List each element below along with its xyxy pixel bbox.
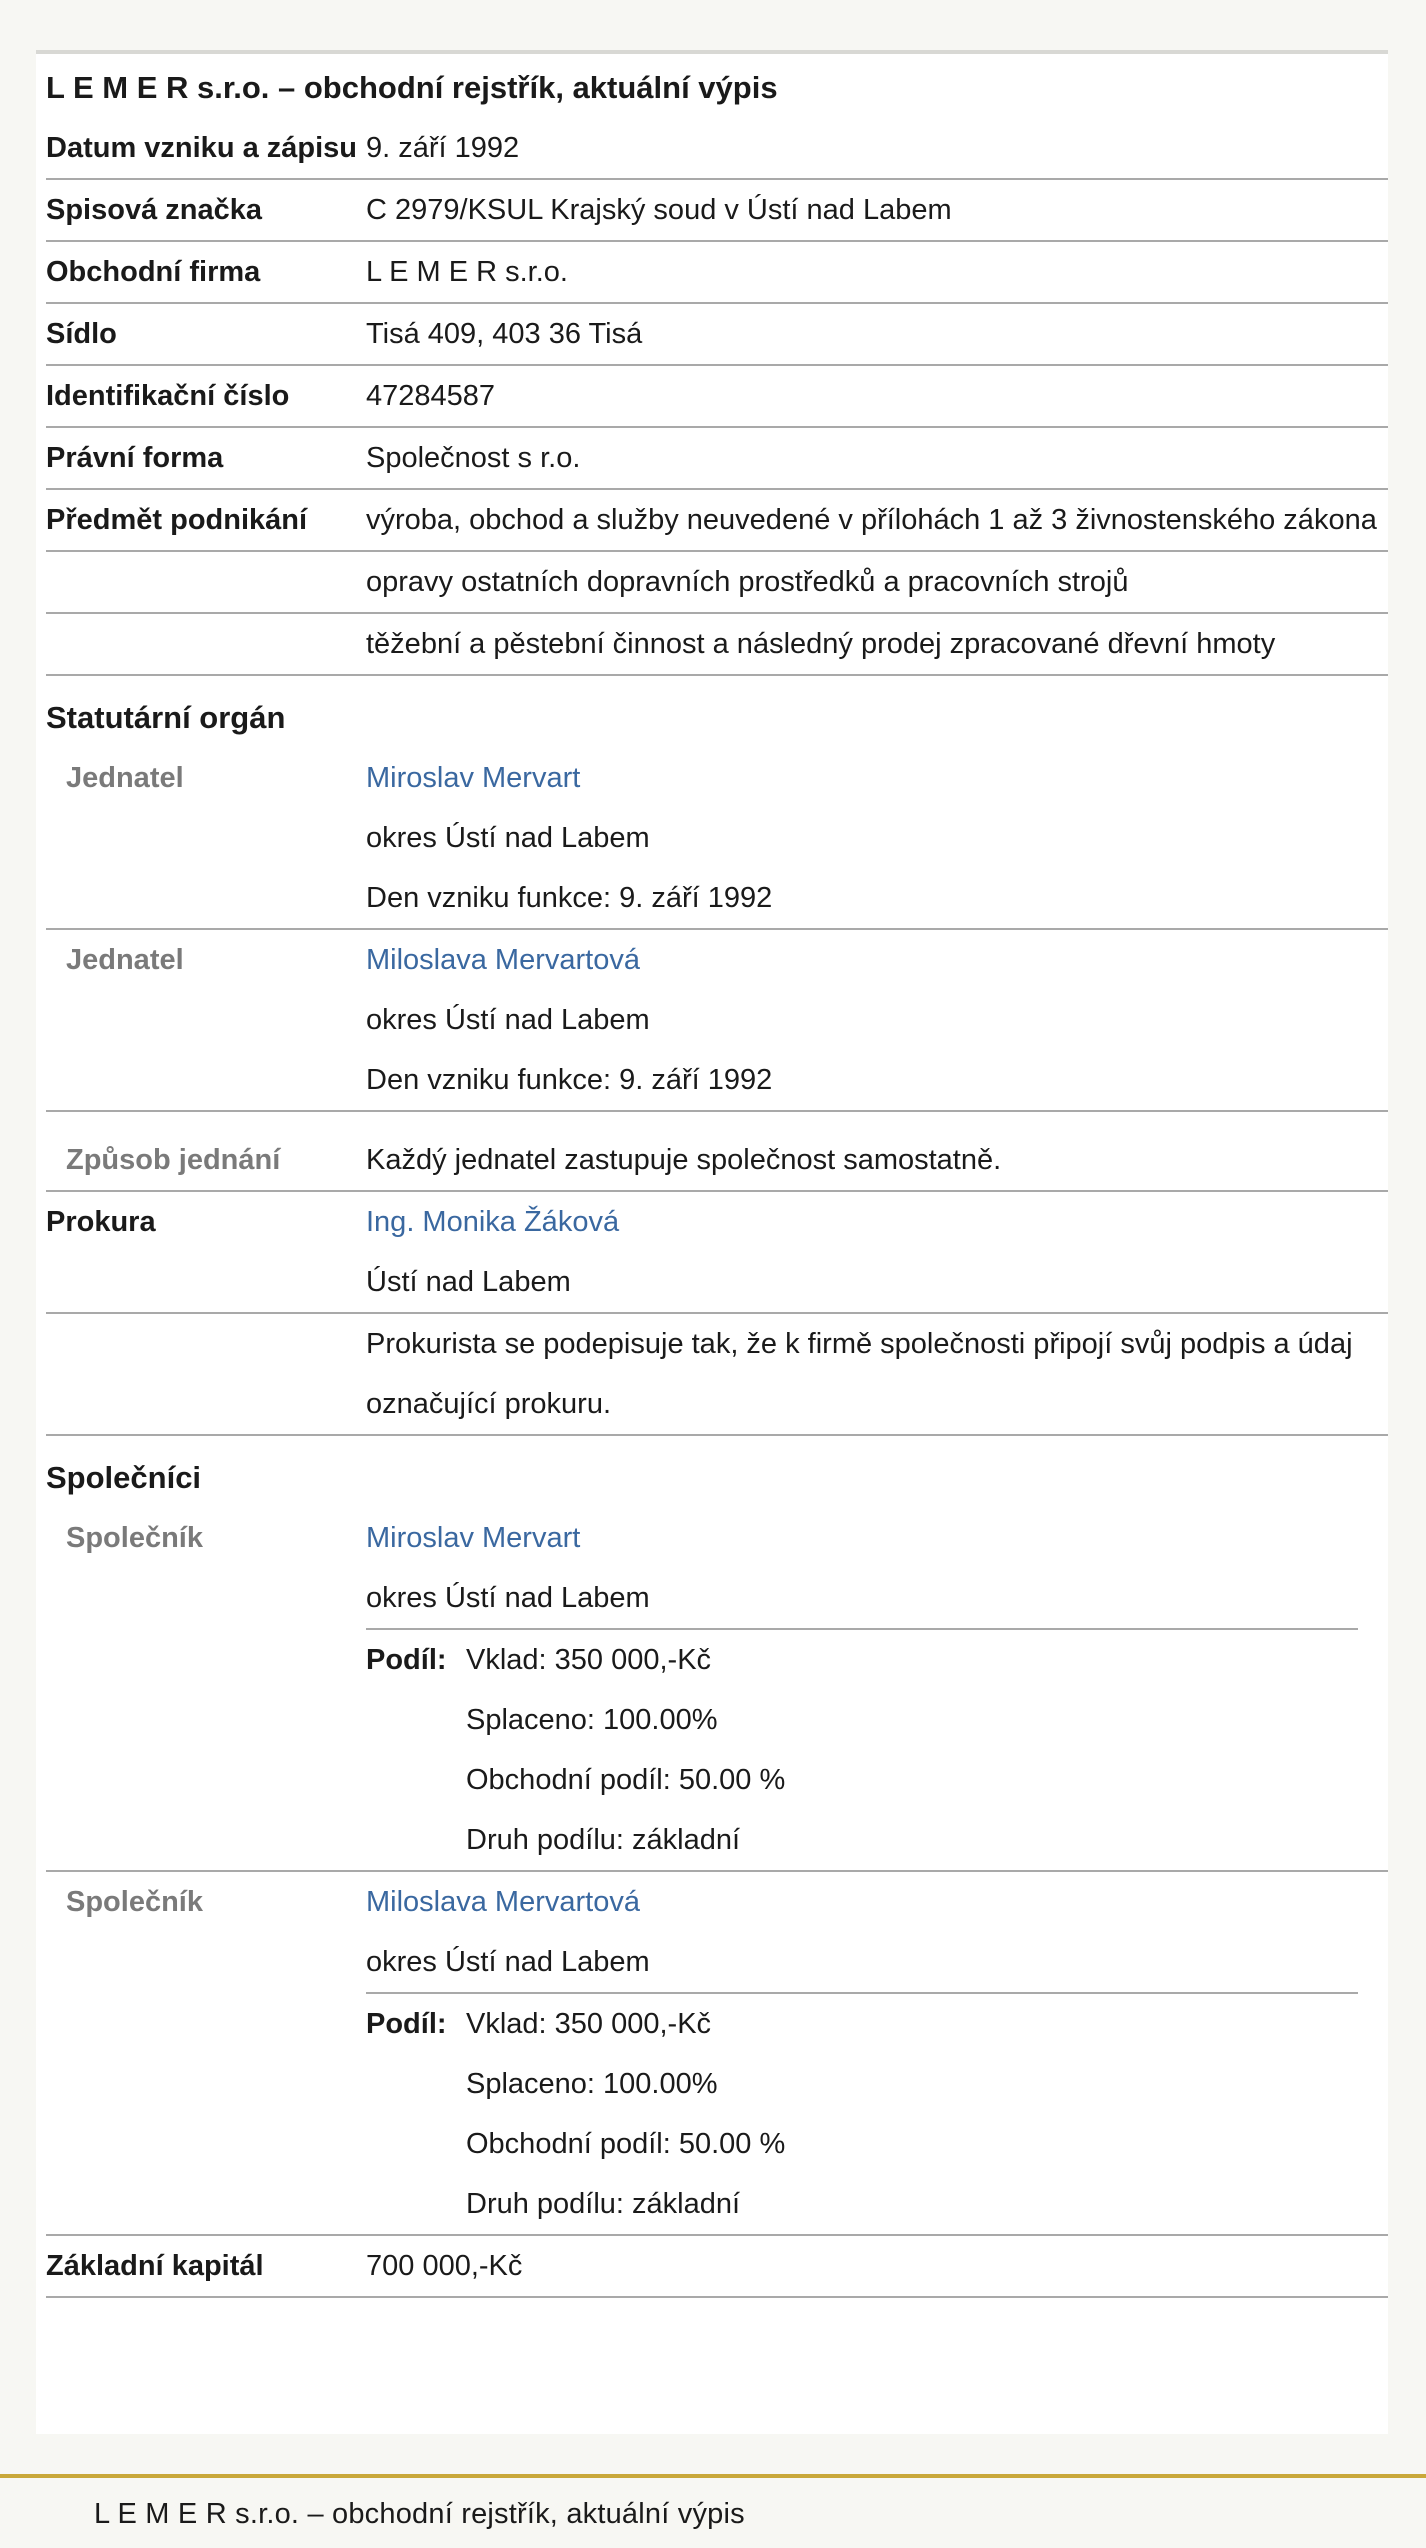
legal-form-value: Společnost s r.o.	[366, 427, 1388, 489]
member-address: okres Ústí nad Labem	[366, 1004, 650, 1036]
member-address: okres Ústí nad Labem	[366, 822, 650, 854]
file-number-label: Spisová značka	[46, 179, 366, 241]
partner-role: Společník	[46, 1871, 366, 2235]
activity-item: těžební a pěstební činnost a následný prodej zpracované dřevní hmoty	[366, 613, 1388, 675]
partner-share	[366, 1992, 1358, 2234]
row-activity-1	[46, 489, 1388, 551]
procurist-address: Ústí nad Labem	[366, 1266, 571, 1298]
row-ico	[46, 365, 1388, 427]
partner-role: Společník	[46, 1508, 366, 1871]
share-deposit: Vklad: 350 000,-Kč	[466, 1644, 712, 1676]
member-name-link[interactable]: Miroslav Mervart	[366, 762, 581, 794]
page-title: L E M E R s.r.o. – obchodní rejstřík, aktuální výpis	[46, 70, 778, 105]
firm-value: L E M E R s.r.o.	[366, 241, 1388, 303]
partner-share	[366, 1628, 1358, 1870]
register-table	[46, 118, 1388, 2298]
row-file-number	[46, 179, 1388, 241]
share-paid: Splaceno: 100.00%	[466, 2068, 718, 2100]
share-paid: Splaceno: 100.00%	[466, 1704, 718, 1736]
share-kind: Druh podílu: základní	[466, 1824, 741, 1856]
row-legal-form	[46, 427, 1388, 489]
row-capital	[46, 2235, 1388, 2297]
procura-label: Prokura	[46, 1191, 366, 1313]
member-role: Jednatel	[46, 929, 366, 1111]
activity-item: opravy ostatních dopravních prostředků a pracovních strojů	[366, 551, 1388, 613]
activity-item: výroba, obchod a služby neuvedené v přílohách 1 až 3 živnostenského zákona	[366, 489, 1388, 551]
legal-form-label: Právní forma	[46, 427, 366, 489]
member-since: Den vzniku funkce: 9. září 1992	[366, 882, 773, 914]
founded-value: 9. září 1992	[366, 118, 1388, 179]
row-activity-3	[46, 613, 1388, 675]
partner-name-link[interactable]: Miroslav Mervart	[366, 1522, 581, 1554]
partner-address: okres Ústí nad Labem	[366, 1582, 650, 1614]
ico-value: 47284587	[366, 365, 1388, 427]
statutory-member	[46, 748, 1388, 929]
row-procura-note	[46, 1313, 1388, 1435]
statutory-heading: Statutární orgán	[46, 700, 286, 735]
share-label: Podíl:	[366, 2008, 447, 2040]
capital-value: 700 000,-Kč	[366, 2235, 1388, 2297]
share-label: Podíl:	[366, 1644, 447, 1676]
share-deposit: Vklad: 350 000,-Kč	[466, 2008, 712, 2040]
partners-heading: Společníci	[46, 1460, 202, 1495]
member-since: Den vzniku funkce: 9. září 1992	[366, 1064, 773, 1096]
activity-label: Předmět podnikání	[46, 489, 366, 551]
row-procura	[46, 1191, 1388, 1313]
procura-note: Prokurista se podepisuje tak, že k firmě společnosti připojí svůj podpis a údaj označující prokuru.	[366, 1313, 1388, 1435]
page-footer: L E M E R s.r.o. – obchodní rejstřík, aktuální výpis	[94, 2498, 745, 2530]
partner-entry	[46, 1871, 1388, 2235]
row-statutory-heading	[46, 675, 1388, 748]
row-founded	[46, 118, 1388, 179]
row-activity-2	[46, 551, 1388, 613]
capital-label: Základní kapitál	[46, 2235, 366, 2297]
manner-value: Každý jednatel zastupuje společnost samostatně.	[366, 1111, 1388, 1191]
statutory-member	[46, 929, 1388, 1111]
partner-address: okres Ústí nad Labem	[366, 1946, 650, 1978]
firm-label: Obchodní firma	[46, 241, 366, 303]
manner-label: Způsob jednání	[46, 1111, 366, 1191]
register-extract-content	[46, 54, 1388, 2298]
row-partners-heading	[46, 1435, 1388, 1508]
footer-rule	[0, 2474, 1426, 2478]
share-percentage: Obchodní podíl: 50.00 %	[466, 1764, 786, 1796]
partner-name-link[interactable]: Miloslava Mervartová	[366, 1886, 640, 1918]
share-kind: Druh podílu: základní	[466, 2188, 741, 2220]
register-extract-page	[36, 50, 1388, 2434]
partner-entry	[46, 1508, 1388, 1871]
row-seat	[46, 303, 1388, 365]
row-firm	[46, 241, 1388, 303]
ico-label: Identifikační číslo	[46, 365, 366, 427]
member-role: Jednatel	[46, 748, 366, 929]
file-number-value: C 2979/KSUL Krajský soud v Ústí nad Labem	[366, 179, 1388, 241]
row-manner	[46, 1111, 1388, 1191]
seat-label: Sídlo	[46, 303, 366, 365]
procurist-name-link[interactable]: Ing. Monika Žáková	[366, 1206, 620, 1238]
founded-label: Datum vzniku a zápisu	[46, 118, 366, 179]
share-percentage: Obchodní podíl: 50.00 %	[466, 2128, 786, 2160]
seat-value: Tisá 409, 403 36 Tisá	[366, 303, 1388, 365]
member-name-link[interactable]: Miloslava Mervartová	[366, 944, 640, 976]
